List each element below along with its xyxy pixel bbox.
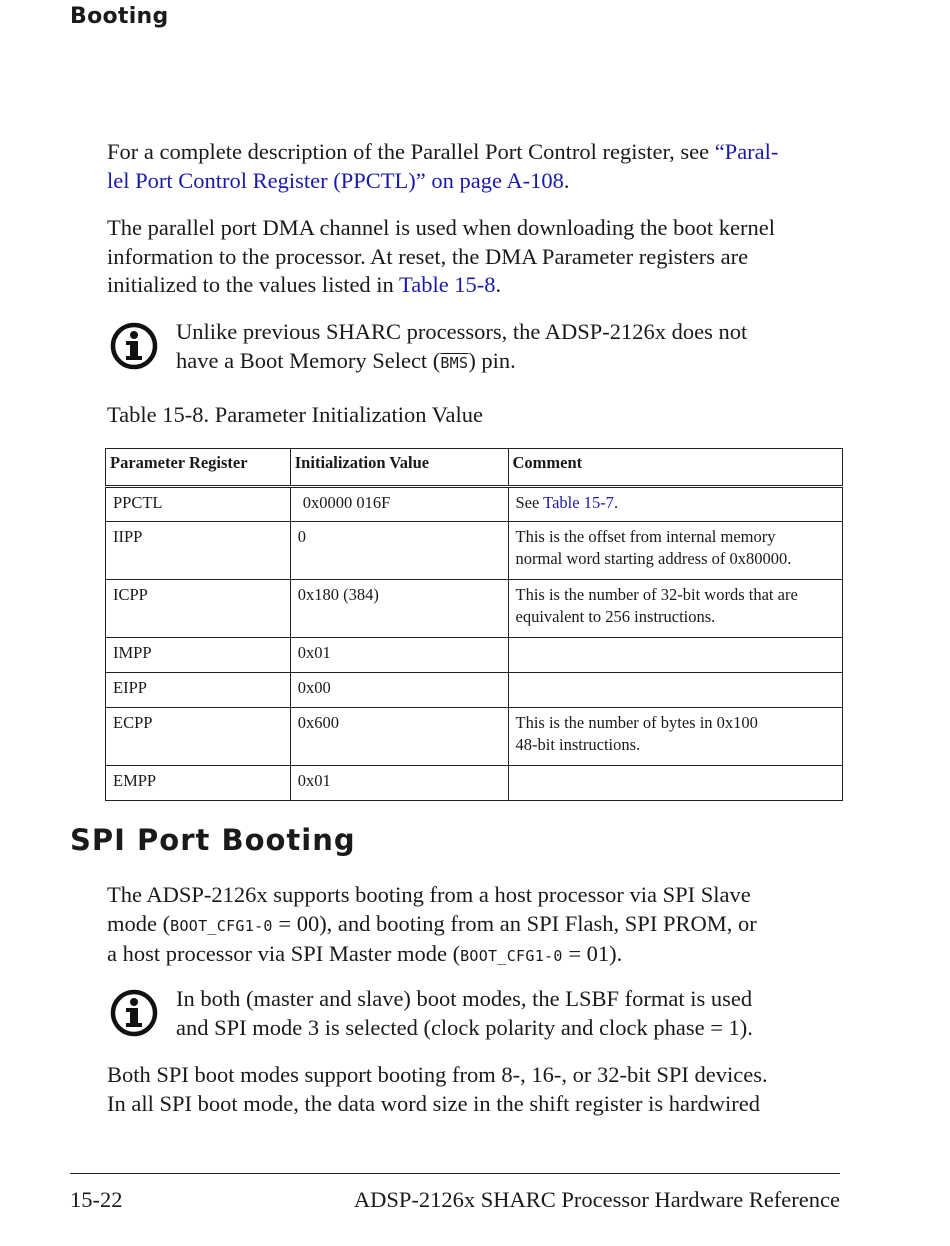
boot-cfg-code: BOOT_CFG1-0 bbox=[170, 916, 273, 935]
spi-devices-line-2: In all SPI boot mode, the data word size in the shift register is hardwired bbox=[107, 1090, 760, 1116]
footer-rule bbox=[70, 1173, 840, 1174]
spi-intro-line-2b: = 00), and booting from an SPI Flash, SPI PROM, or bbox=[272, 910, 757, 936]
cell-register: ECPP bbox=[106, 708, 291, 766]
spi-intro-line-1: The ADSP-2126x supports booting from a host processor via SPI Slave bbox=[107, 882, 751, 907]
note-lsbf-line-2: and SPI mode 3 is selected (clock polarity and clock phase = 1). bbox=[176, 1014, 753, 1040]
table-row bbox=[106, 580, 843, 638]
page-number: 15-22 bbox=[70, 1187, 123, 1212]
note-lsbf-line-1: In both (master and slave) boot modes, the LSBF format is used bbox=[176, 986, 753, 1011]
note-lsbf bbox=[107, 985, 847, 1045]
cell-value: 0x180 (384) bbox=[290, 580, 508, 638]
table-row bbox=[106, 708, 843, 766]
note-bms-line-2a: have a Boot Memory Select ( bbox=[176, 347, 441, 373]
book-title: ADSP-2126x SHARC Processor Hardware Reference bbox=[353, 1187, 840, 1212]
bms-pin-code: $\overline{BMS}$ bbox=[440, 353, 469, 372]
running-head: Booting bbox=[70, 4, 169, 29]
boot-cfg-code: BOOT_CFG1-0 bbox=[460, 947, 563, 966]
table-header-row bbox=[106, 449, 843, 487]
cell-comment: This is the number of 32-bit words that are equivalent to 256 instructions. bbox=[508, 580, 843, 638]
cell-value: 0x01 bbox=[290, 766, 508, 801]
table-caption: Table 15-8. Parameter Initialization Value bbox=[107, 402, 483, 427]
dma-line-1: The parallel port DMA channel is used when downloading the boot kernel bbox=[107, 215, 775, 240]
spi-intro-line-3b: = 01). bbox=[562, 941, 623, 967]
cell-register: EIPP bbox=[106, 673, 291, 708]
table-row bbox=[106, 673, 843, 708]
ppctl-ref-text: For a complete description of the Parallel Port Control register, see bbox=[107, 139, 715, 164]
header-parameter-register: Parameter Register bbox=[106, 449, 291, 487]
note-bms-line-1: Unlike previous SHARC processors, the ADSP-2126x does not bbox=[176, 319, 748, 344]
header-initialization-value: Initialization Value bbox=[290, 449, 508, 487]
cell-value: 0x0000 016F bbox=[290, 487, 508, 522]
info-icon bbox=[109, 988, 159, 1038]
cell-register: ICPP bbox=[106, 580, 291, 638]
cell-value: 0x01 bbox=[290, 638, 508, 673]
cell-register: PPCTL bbox=[106, 487, 291, 522]
dma-line-3-end: . bbox=[495, 272, 502, 298]
cell-register: IIPP bbox=[106, 522, 291, 580]
info-icon bbox=[109, 321, 159, 371]
cell-comment: This is the number of bytes in 0x100 48-bit instructions. bbox=[508, 708, 843, 766]
section-title: SPI Port Booting bbox=[70, 823, 356, 857]
dma-line-3-text: initialized to the values listed in bbox=[107, 272, 400, 298]
cell-value: 0 bbox=[290, 522, 508, 580]
ppctl-ref-end: . bbox=[563, 167, 570, 193]
cell-comment bbox=[508, 766, 843, 801]
cell-register: IMPP bbox=[106, 638, 291, 673]
table-row bbox=[106, 766, 843, 801]
cell-comment bbox=[508, 638, 843, 673]
spi-devices-line-1: Both SPI boot modes support booting from 8-, 16-, or 32-bit SPI devices. bbox=[107, 1062, 768, 1087]
table-row bbox=[106, 487, 843, 522]
table-15-8-link[interactable]: Table 15-8 bbox=[399, 272, 496, 298]
table-row bbox=[106, 638, 843, 673]
spi-intro-line-3a: a host processor via SPI Master mode ( bbox=[107, 941, 461, 967]
cell-comment: See Table 15-7. bbox=[508, 487, 843, 522]
cell-value: 0x00 bbox=[290, 673, 508, 708]
paragraph-spi-devices bbox=[107, 1061, 847, 1118]
paragraph-spi-intro bbox=[107, 881, 847, 971]
header-comment: Comment bbox=[508, 449, 843, 487]
note-bms-line-2b: ) pin. bbox=[468, 347, 516, 373]
paragraph-dma bbox=[107, 214, 847, 300]
ppctl-register-link[interactable]: “Paral- lel Port Control Register (PPCTL)” on page A-108 bbox=[107, 139, 779, 193]
cell-value: 0x600 bbox=[290, 708, 508, 766]
cell-comment bbox=[508, 673, 843, 708]
cell-comment: This is the offset from internal memory normal word starting address of 0x80000. bbox=[508, 522, 843, 580]
spi-intro-line-2a: mode ( bbox=[107, 910, 171, 936]
note-bms bbox=[107, 318, 847, 378]
table-15-7-link[interactable]: Table 15-7 bbox=[543, 493, 614, 512]
parameter-table bbox=[105, 448, 843, 801]
dma-line-2: information to the processor. At reset, the DMA Parameter registers are bbox=[107, 243, 749, 269]
paragraph-ppctl-reference bbox=[107, 138, 847, 195]
table-row bbox=[106, 522, 843, 580]
cell-register: EMPP bbox=[106, 766, 291, 801]
